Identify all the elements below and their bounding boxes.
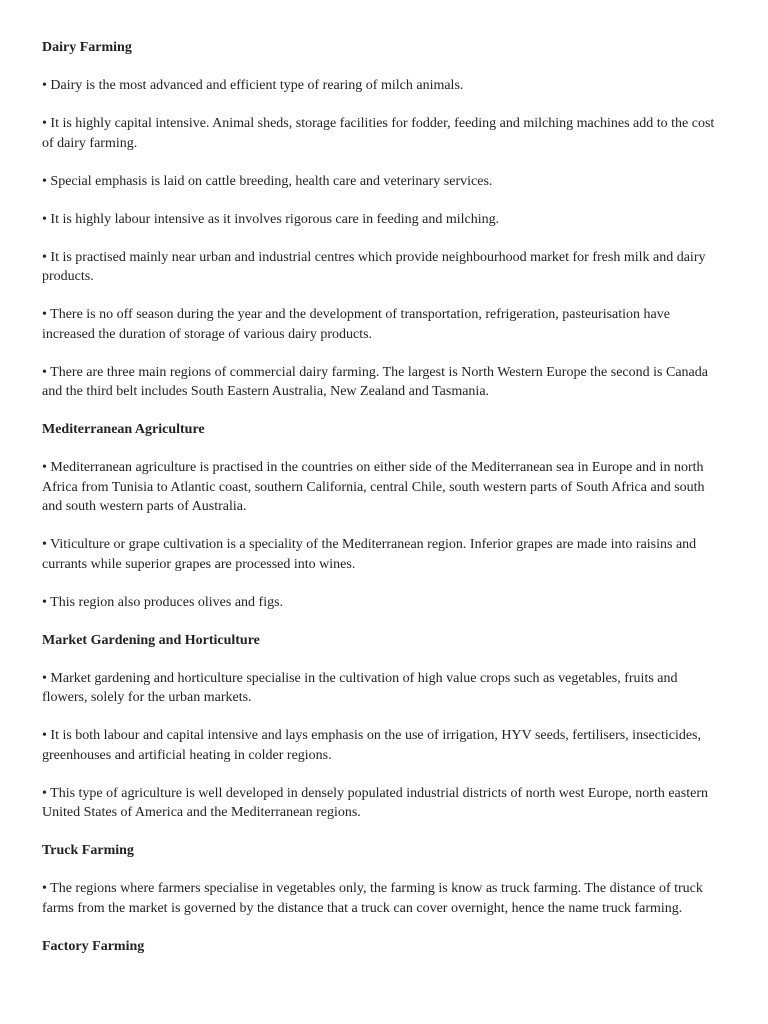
- paragraph: • Viticulture or grape cultivation is a speciality of the Mediterranean region. Inferior grapes are made into raisins and currants while superior grapes are processed into wines.: [42, 537, 697, 572]
- paragraph: • This region also produces olives and figs.: [42, 594, 284, 610]
- paragraph: • There are three main regions of commercial dairy farming. The largest is North Western Europe the second is Canada and the third belt includes South Eastern Australia, New Zealand and Tasmania.: [42, 364, 708, 399]
- paragraph: • This type of agriculture is well developed in densely populated industrial districts of north west Europe, north eastern United States of America and the Mediterranean regions.: [42, 785, 708, 820]
- paragraph: • It is highly labour intensive as it involves rigorous care in feeding and milching.: [42, 211, 500, 227]
- section-heading: Dairy Farming: [42, 40, 132, 55]
- paragraph: • Market gardening and horticulture specialise in the cultivation of high value crops such as vegetables, fruits and flowers, solely for the urban markets.: [42, 670, 678, 705]
- section-heading: Market Gardening and Horticulture: [42, 632, 260, 648]
- paragraph: • Mediterranean agriculture is practised in the countries on either side of the Mediterranean sea in Europe and in north Africa from Tunisia to Atlantic coast, southern California, central Chile, south western parts of South Africa and south and south western parts of Australia.: [42, 460, 705, 514]
- paragraph: • Special emphasis is laid on cattle breeding, health care and veterinary services.: [42, 173, 493, 189]
- section-heading: Factory Farming: [42, 938, 145, 954]
- paragraph: • The regions where farmers specialise in vegetables only, the farming is know as truck farming. The distance of truck farms from the market is governed by the distance that a truck can cover overnight, hence the name truck farming.: [42, 881, 703, 916]
- section-heading: Truck Farming: [42, 843, 134, 858]
- section-heading: Mediterranean Agriculture: [42, 422, 205, 437]
- section-factory-farming: [42, 937, 724, 957]
- section-mediterranean-agriculture: [42, 420, 724, 612]
- paragraph: • Dairy is the most advanced and efficient type of rearing of milch animals.: [42, 78, 464, 93]
- section-truck-farming: [42, 841, 724, 918]
- section-dairy-farming: [42, 38, 724, 402]
- paragraph: • It is both labour and capital intensive and lays emphasis on the use of irrigation, HYV seeds, fertilisers, insecticides, greenhouses and artificial heating in colder regions.: [42, 728, 701, 763]
- paragraph: • It is highly capital intensive. Animal sheds, storage facilities for fodder, feeding and milching machines add to the cost of dairy farming.: [42, 116, 715, 151]
- paragraph: • It is practised mainly near urban and industrial centres which provide neighbourhood market for fresh milk and dairy products.: [42, 249, 706, 284]
- section-market-gardening: [42, 631, 724, 823]
- paragraph: • There is no off season during the year and the development of transportation, refrigeration, pasteurisation have increased the duration of storage of various dairy products.: [42, 307, 670, 342]
